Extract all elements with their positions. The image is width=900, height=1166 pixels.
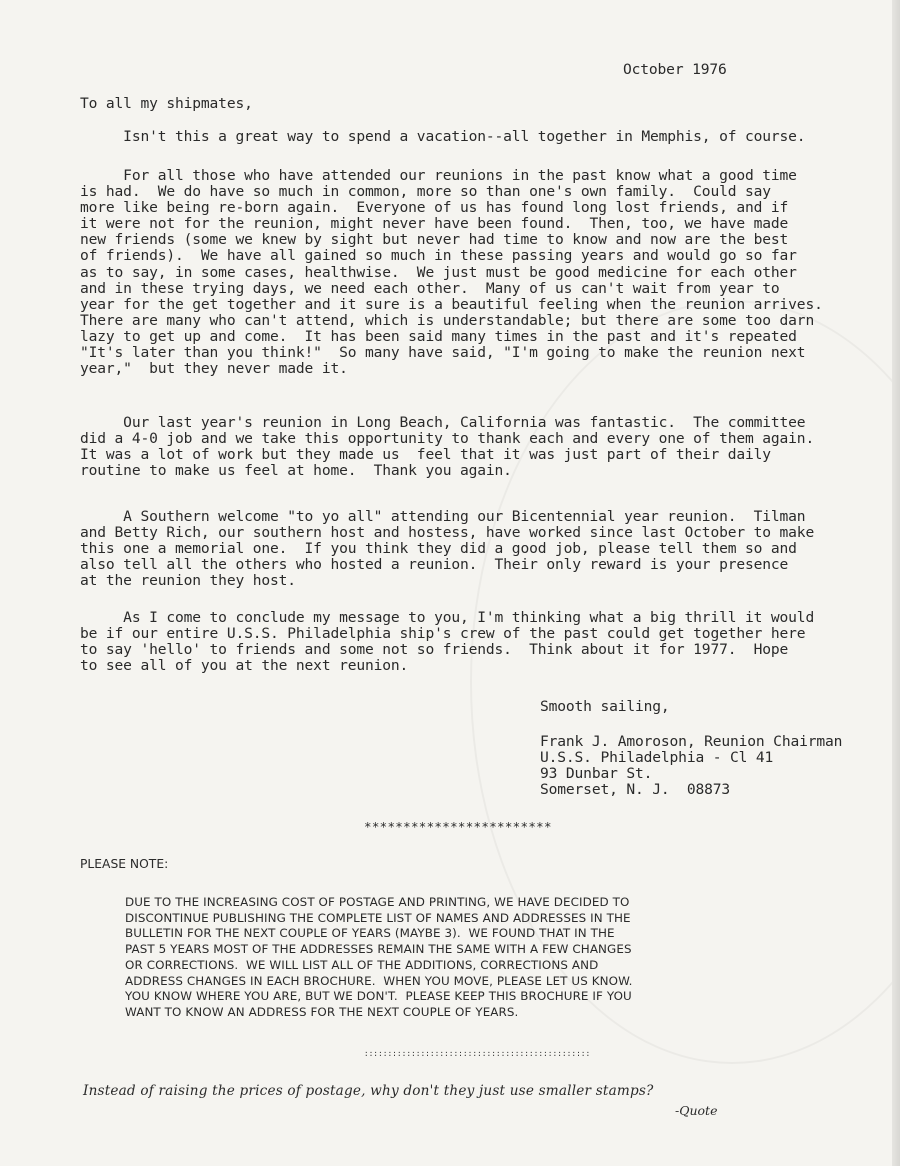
dot-separator: :::::::::::::::::::::::::::::::::::::::::::::::: [364, 1049, 591, 1058]
note-heading: PLEASE NOTE: [80, 857, 169, 871]
star-separator: ************************ [364, 819, 552, 834]
paragraph-1: Isn't this a great way to spend a vacation--all together in Memphis, of course. [80, 128, 806, 145]
paragraph-4: A Southern welcome "to yo all" attending our Bicentennial year reunion. Tilman and Betty Rich, our southern host and hostess, have worked since last October to make this one a memorial one. If you think they did a good job, please tell them so and also tell all the others who hosted a reunion. Their only reward is your presence at the reunion they host. [80, 508, 815, 590]
signature-block: Frank J. Amoroson, Reunion Chairman U.S.S. Philadelphia - Cl 41 93 Dunbar St. Somerset, N. J. 08873 [540, 733, 843, 799]
paragraph-2: For all those who have attended our reunions in the past know what a good time is had. We do have so much in common, more so than one's own family. Could say more like being re-born again. Everyone of us has found long lost friends, and if it were not for the reunion, might never have been found. Then, too, we have made new friends (some we knew by sight but never had time to know and now are the best of friends). We have all gained so much in these passing years and would go so far as to say, in some cases, healthwise. We just must be good medicine for each other and in these trying days, we need each other. Many of us can't wait from year to year for the get together and it sure is a beautiful feeling when the reunion arrives. There are many who can't attend, which is understandable; but there are some too darn lazy to get up and come. It has been said many times in the past and it's repeated "It's later than you think!" So many have said, "I'm going to make the reunion next year," but they never made it. [80, 167, 823, 378]
paragraph-5: As I come to conclude my message to you, I'm thinking what a big thrill it would be if our entire U.S.S. Philadelphia ship's crew of the past could get together here to say 'hello' to friends and some not so friends. Think about it for 1977. Hope to see all of you at the next reunion. [80, 609, 815, 675]
note-body: DUE TO THE INCREASING COST OF POSTAGE AND PRINTING, WE HAVE DECIDED TO DISCONTINUE PUBLISHING THE COMPLETE LIST OF NAMES AND ADDRESSES IN THE BULLETIN FOR THE NEXT COUPLE OF YEARS (MAYBE 3). WE FOUND THAT IN THE PAST 5 YEARS MOST OF THE ADDRESSES REMAIN THE SAME WITH A FEW CHANGES OR CORRECTIONS. WE WILL LIST ALL OF THE ADDITIONS, CORRECTIONS AND ADDRESS CHANGES IN EACH BROCHURE. WHEN YOU MOVE, PLEASE LET US KNOW. YOU KNOW WHERE YOU ARE, BUT WE DON'T. PLEASE KEEP THIS BROCHURE IF YOU WANT TO KNOW AN ADDRESS FOR THE NEXT COUPLE OF YEARS. [125, 895, 633, 1019]
closing-quote: Instead of raising the prices of postage, why don't they just use smaller stamps? [83, 1083, 654, 1099]
quote-attribution: -Quote [675, 1103, 718, 1118]
closing-line: Smooth sailing, [540, 698, 670, 715]
letter-date: October 1976 [623, 61, 727, 78]
page-edge-shadow [892, 0, 900, 1166]
paragraph-3: Our last year's reunion in Long Beach, California was fantastic. The committee did a 4-0 job and we take this opportunity to thank each and every one of them again. It was a lot of work but they made us feel that it was just part of their daily routine to make us feel at home. Thank you again. [80, 414, 815, 480]
letter-greeting: To all my shipmates, [80, 95, 253, 112]
